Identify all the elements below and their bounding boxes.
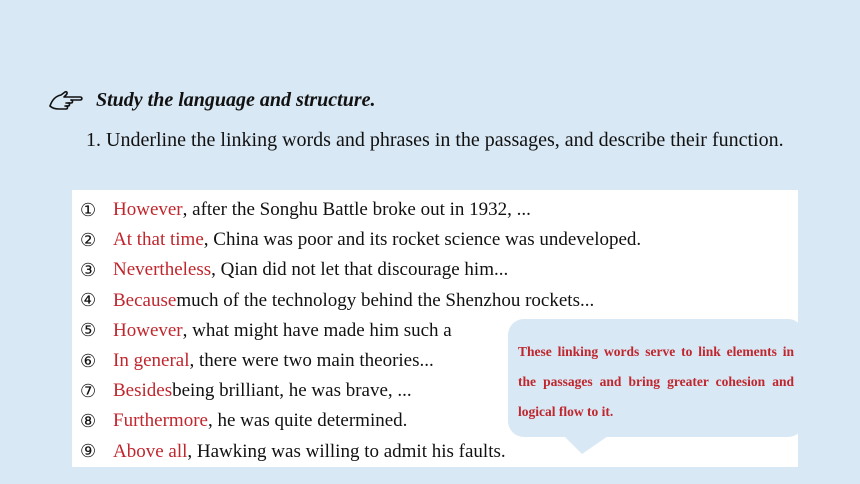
callout-tail [564,436,608,454]
linking-word: Besides [113,380,173,402]
item-number: ③ [80,259,97,280]
sentence-rest: being brilliant, he was brave, ... [172,380,412,402]
linking-word: Because [113,289,177,311]
item-number: ⑦ [80,380,97,401]
item-number: ④ [80,290,97,311]
item-number: ① [80,199,97,220]
sentence-rest: , Hawking was willing to admit his faults. [187,440,506,462]
sentence-item [80,286,641,316]
linking-word: Furthermore [113,410,208,432]
sentence-item [80,437,641,467]
section-heading [48,86,376,114]
sentence-rest: , China was poor and its rocket science was undeveloped. [203,229,642,251]
linking-word: Nevertheless [113,259,212,281]
pointing-hand-icon [48,86,84,114]
linking-word: Above all [113,440,188,462]
sentence-rest: much of the technology behind the Shenzhou rockets... [176,289,595,311]
instruction [86,127,806,154]
sentence-rest: , he was quite determined. [207,410,408,432]
item-number: ⑥ [80,350,97,371]
sentence-rest: , after the Songhu Battle broke out in 1932, ... [182,199,531,221]
instruction-number: 1. [86,129,101,151]
item-number: ⑨ [80,441,97,462]
sentence-item [80,255,641,285]
linking-word: In general [113,350,190,372]
linking-word: However [113,199,183,221]
sentence-rest: , Qian did not let that discourage him... [211,259,509,281]
sentence-item [80,225,641,255]
linking-word: At that time [113,229,204,251]
heading-text: Study the language and structure. [96,88,376,111]
linking-word: However [113,319,183,341]
callout-box [508,319,804,437]
callout-text: These linking words serve to link elements in the passages and bring greater cohesion and logical flow to it. [518,344,794,419]
item-number: ⑤ [80,320,97,341]
sentence-item [80,195,641,225]
item-number: ⑧ [80,410,97,431]
item-number: ② [80,229,97,250]
sentence-rest: , what might have made him such a [182,319,452,341]
instruction-text: Underline the linking words and phrases in the passages, and describe their function. [106,129,784,151]
sentence-rest: , there were two main theories... [189,350,434,372]
